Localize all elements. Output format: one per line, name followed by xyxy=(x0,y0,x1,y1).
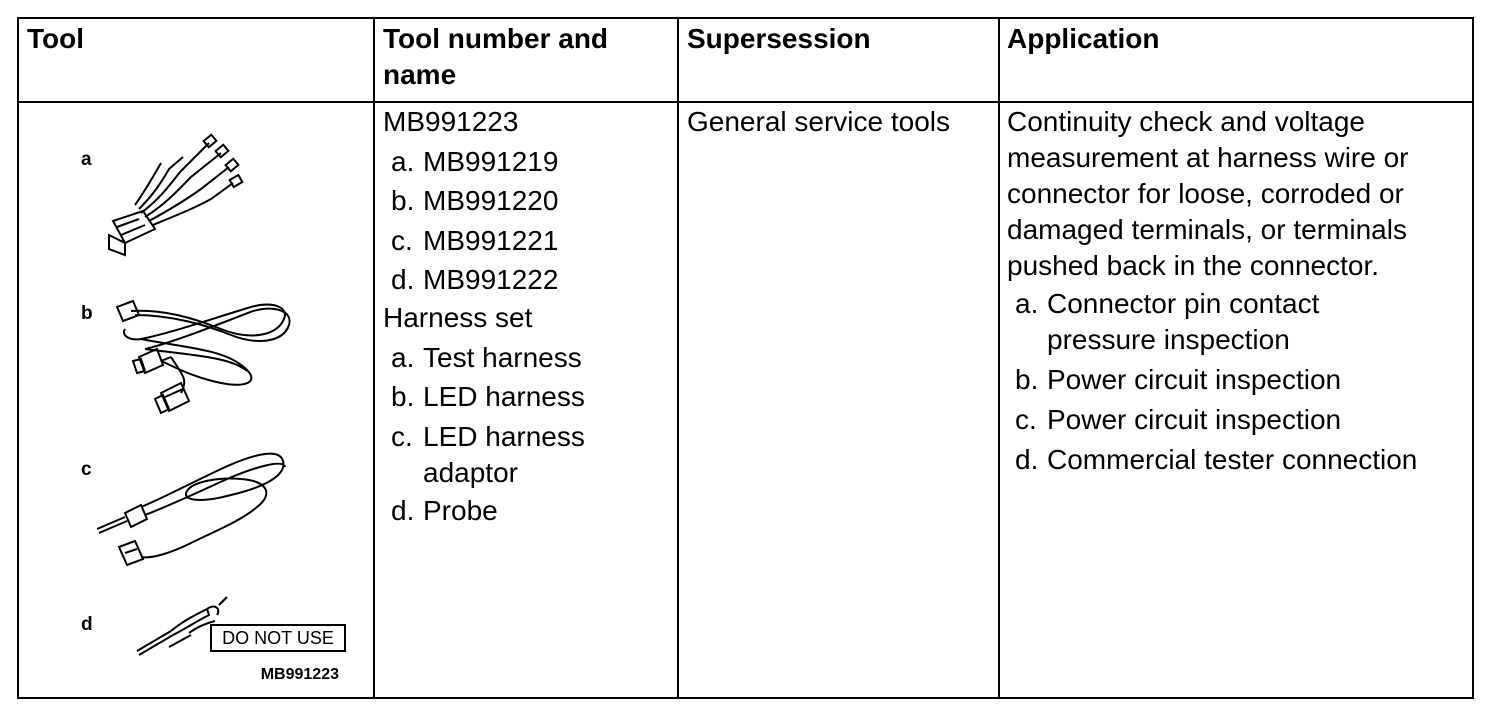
tool-name-item: b. LED harness xyxy=(391,381,585,412)
tool-number-cell xyxy=(383,102,673,530)
tool-label-a: a xyxy=(81,149,92,170)
tool-name-item: a. Test harness xyxy=(391,341,582,373)
tool-number-item: b. MB991220 xyxy=(391,185,559,216)
do-not-use-text: DO NOT USE xyxy=(222,628,334,648)
service-tool-table xyxy=(17,17,1474,699)
tool-name-item: d. Probe xyxy=(391,494,498,526)
led-harness-drawing xyxy=(117,301,290,413)
application-item: c. Power circuit inspection xyxy=(1015,404,1342,435)
led-harness-adaptor-drawing xyxy=(97,454,285,565)
illustration-caption: MB991223 xyxy=(260,666,339,683)
tool-number-item: d. MB991222 xyxy=(391,264,559,295)
application-item: d. Commercial tester connection xyxy=(1015,444,1418,475)
supersession-cell: General service tools xyxy=(687,106,951,137)
application-cell xyxy=(1007,104,1467,478)
tool-number-item: a. MB991219 xyxy=(391,145,559,177)
tool-illustration xyxy=(21,103,375,699)
application-intro: Continuity check and voltage measurement at harness wire or connector for loose, corroded or damaged terminals, or terminals pushed back in the connector. xyxy=(1007,106,1409,281)
tool-main-number: MB991223 xyxy=(383,106,519,137)
header-application: Application xyxy=(1007,23,1160,54)
application-item: a. Connector pin contact pressure inspection xyxy=(1015,288,1320,355)
tool-label-b: b xyxy=(81,303,93,324)
tool-number-item: c. MB991221 xyxy=(391,224,559,256)
application-item: b. Power circuit inspection xyxy=(1015,364,1342,395)
harness-set-name: Harness set xyxy=(383,301,533,333)
tool-label-c: c xyxy=(81,459,92,480)
header-tool: Tool xyxy=(27,23,85,54)
column-divider xyxy=(998,19,1000,697)
header-supersession: Supersession xyxy=(687,23,871,54)
header-tool-number: Tool number and name xyxy=(383,23,609,90)
test-harness-drawing xyxy=(109,135,242,255)
column-divider xyxy=(677,19,679,697)
tool-name-item: c. LED harness adaptor xyxy=(391,420,585,488)
tool-label-d: d xyxy=(81,614,93,635)
